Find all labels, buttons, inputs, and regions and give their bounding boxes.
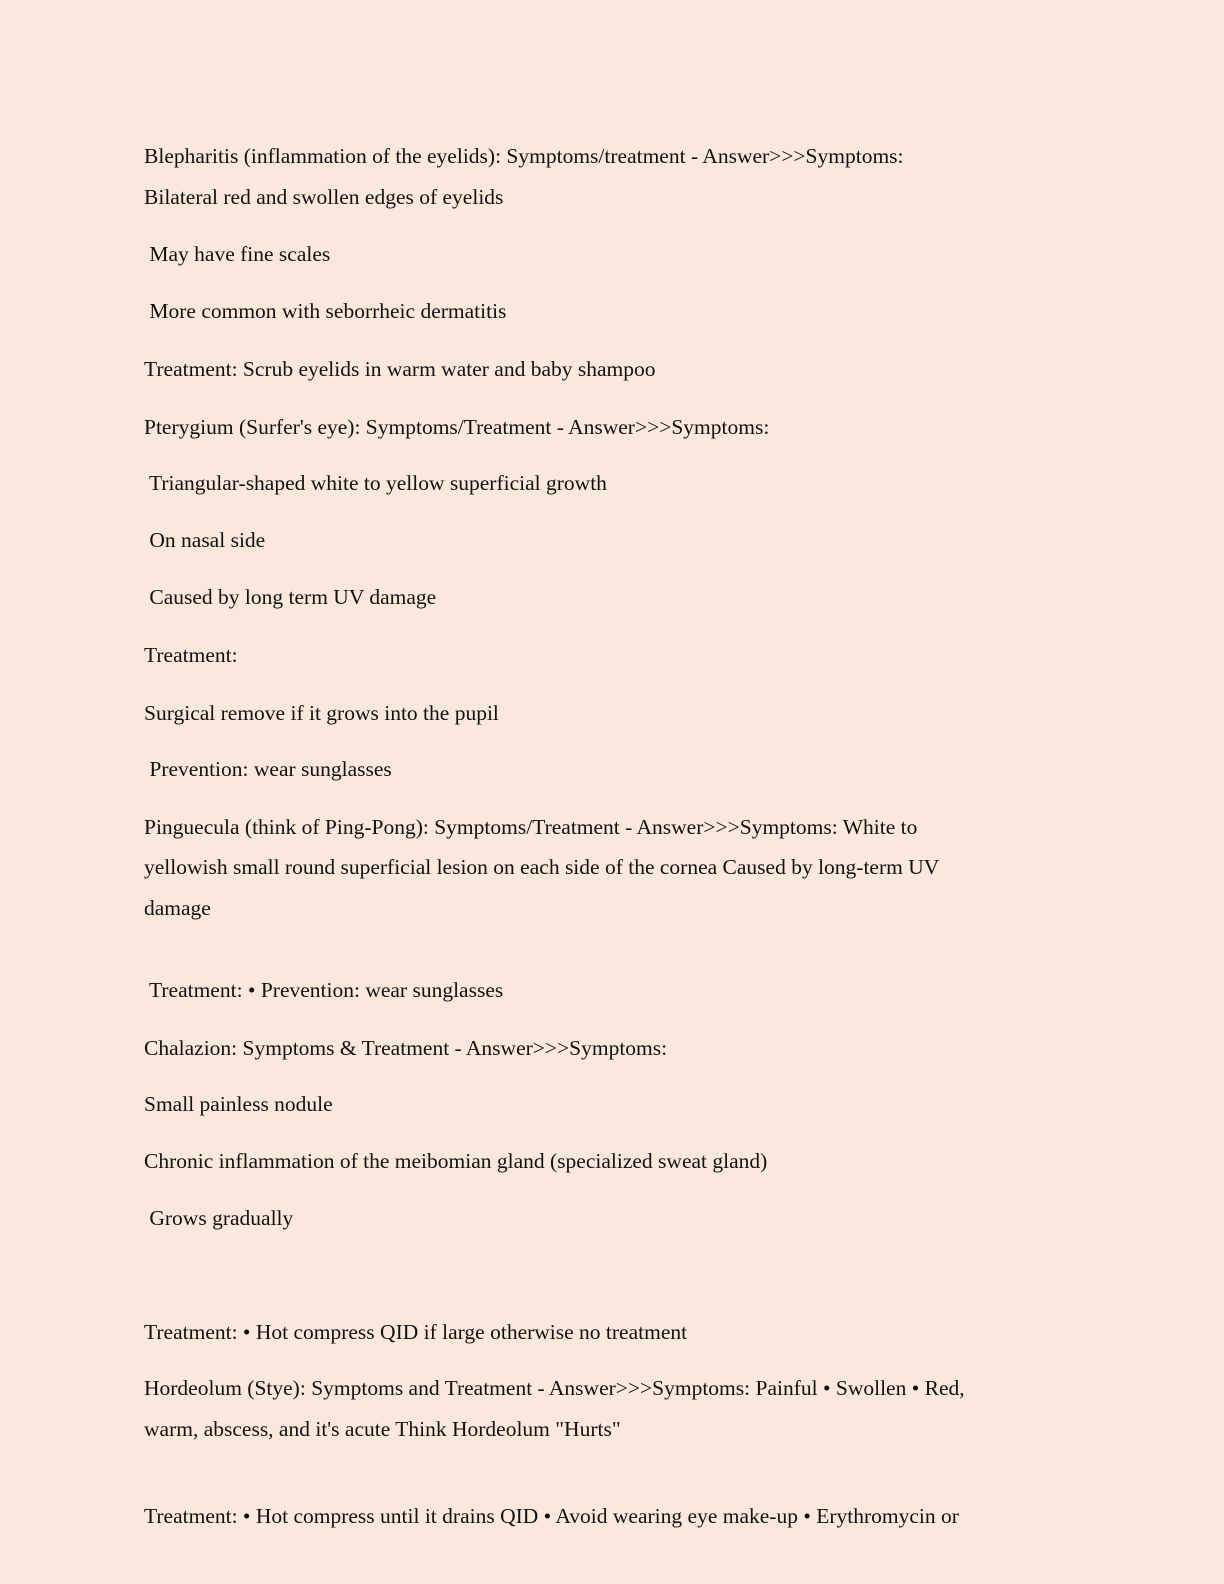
text-line: On nasal side [144, 528, 266, 552]
text-line: Treatment: Scrub eyelids in warm water and baby shampoo [144, 357, 656, 381]
text-line: Hordeolum (Stye): Symptoms and Treatment - Answer>>>Symptoms: Painful • Swollen • Red, [144, 1376, 965, 1400]
text-line: Treatment: • Hot compress QID if large otherwise no treatment [144, 1320, 688, 1344]
text-line: May have fine scales [144, 242, 331, 266]
text-line: Triangular-shaped white to yellow superficial growth [144, 471, 607, 495]
text-line: Chalazion: Symptoms & Treatment - Answer>>>Symptoms: [144, 1036, 668, 1060]
text-line: Prevention: wear sunglasses [144, 757, 392, 781]
text-line: More common with seborrheic dermatitis [144, 299, 507, 323]
text-line: yellowish small round superficial lesion on each side of the cornea Caused by long-term UV [144, 855, 940, 879]
text-line: Pinguecula (think of Ping-Pong): Symptoms/Treatment - Answer>>>Symptoms: White to [144, 815, 918, 839]
text-line: Bilateral red and swollen edges of eyelids [144, 185, 504, 209]
text-line: Small painless nodule [144, 1092, 333, 1116]
text-line: Treatment: [144, 643, 238, 667]
text-line: Chronic inflammation of the meibomian gland (specialized sweat gland) [144, 1149, 768, 1173]
text-line: Blepharitis (inflammation of the eyelids): Symptoms/treatment - Answer>>>Symptoms: [144, 144, 904, 168]
text-line: Surgical remove if it grows into the pupil [144, 701, 499, 725]
text-line: Pterygium (Surfer's eye): Symptoms/Treatment - Answer>>>Symptoms: [144, 415, 770, 439]
text-line: Treatment: • Prevention: wear sunglasses [144, 978, 504, 1002]
text-line: Caused by long term UV damage [144, 585, 437, 609]
text-line: warm, abscess, and it's acute Think Hordeolum "Hurts" [144, 1417, 621, 1441]
text-line: Treatment: • Hot compress until it drains QID • Avoid wearing eye make-up • Erythromycin or [144, 1504, 959, 1528]
text-line: damage [144, 896, 211, 920]
text-line: Grows gradually [144, 1206, 294, 1230]
